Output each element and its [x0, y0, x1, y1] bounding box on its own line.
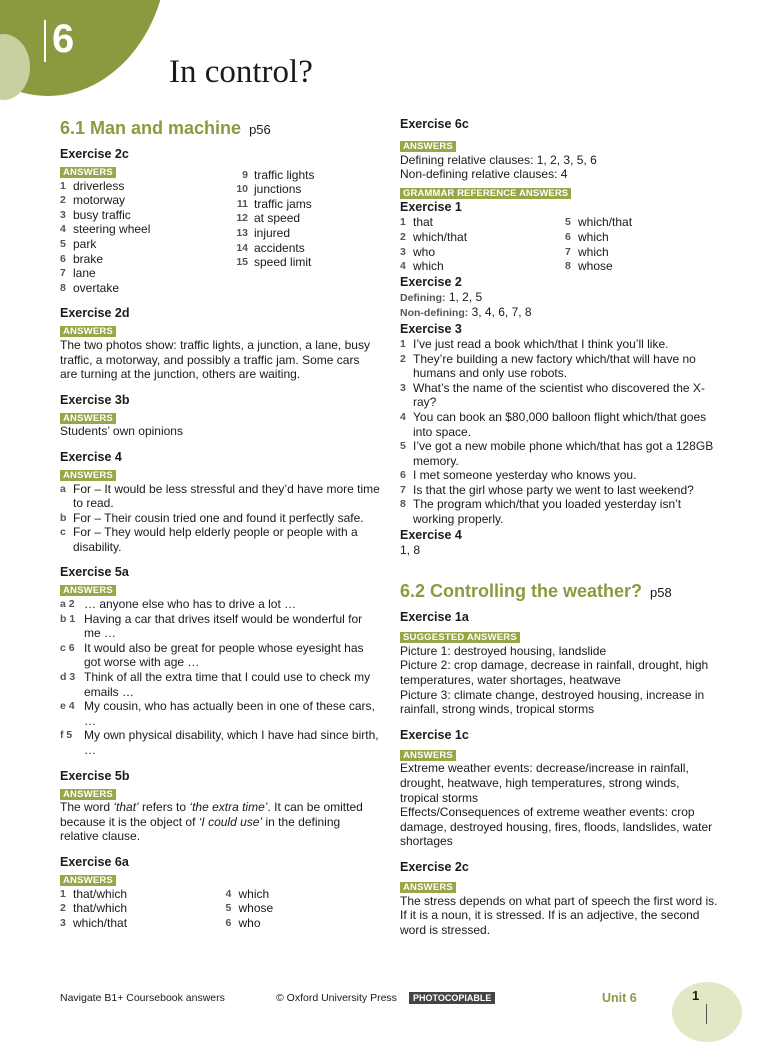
answer-text: The stress depends on what part of speech the first word is. If it is a noun, it is stressed. If is an adjective, the second word is stressed.	[400, 893, 718, 937]
list-item: b 1 Having a car that drives itself would be wonderful for me …	[60, 611, 363, 641]
left-column	[60, 116, 380, 930]
footer	[60, 990, 708, 1006]
list-item: 9 traffic lights	[242, 167, 315, 182]
right-column	[400, 116, 720, 937]
list-item: 3 who	[400, 244, 436, 259]
list-item: 12 at speed	[236, 211, 301, 226]
answer-text: Picture 2: crop damage, decrease in rainfall, drought, high temperatures, water shortages, heatwave	[400, 658, 709, 688]
exercise-title: Exercise 4	[60, 449, 122, 464]
exercise-title: Exercise 6a	[60, 854, 129, 869]
list-item: 2 They’re building a new factory which/that will have no humans and only use robots.	[400, 351, 696, 381]
exercise-title: Exercise 3	[400, 321, 462, 336]
list-item: 7 Is that the girl whose party we went to last weekend?	[400, 482, 694, 497]
list-item: 5 I’ve got a new mobile phone which/that has got a 128GB memory.	[400, 439, 714, 468]
exercise-title: Exercise 1a	[400, 610, 469, 625]
list-item: 8 overtake	[60, 280, 120, 295]
answer-text: The two photos show: traffic lights, a junction, a lane, busy traffic, a motorway, and possibly a traffic jam. Some cars are turning at the junction, others are waiting.	[60, 337, 370, 382]
list-item: a For – It would be less stressful and they’d have more time to read.	[60, 481, 380, 511]
section-heading	[60, 116, 380, 140]
answer-list	[400, 215, 720, 273]
answer-text: Non-defining: 3, 4, 6, 7, 8	[400, 305, 532, 320]
list-item: 4 You can book an $80,000 balloon flight which/that goes into space.	[400, 409, 707, 439]
exercise-title: Exercise 1c	[400, 727, 469, 742]
answer-text: Defining: 1, 2, 5	[400, 289, 483, 304]
list-item: 2 that/which	[60, 901, 128, 916]
answer-text: Effects/Consequences of extreme weather events: crop damage, destroyed housing, fires, floods, landslides, water shortages	[400, 805, 713, 849]
exercise-title: Exercise 5b	[60, 768, 130, 783]
list-item: 6 I met someone yesterday who knows you.	[400, 468, 637, 483]
answers-tag: ANSWERS	[400, 141, 456, 152]
answers-tag: ANSWERS	[400, 882, 456, 893]
list-item: 2 motorway	[60, 193, 126, 208]
answer-list	[60, 597, 380, 758]
list-item: 15 speed limit	[236, 255, 312, 270]
list-item: 6 who	[225, 915, 261, 930]
list-item: f 5 My own physical disability, which I have had since birth, …	[60, 728, 379, 757]
suggested-answers-tag: SUGGESTED ANSWERS	[400, 632, 520, 643]
answer-text: Non-defining relative clauses: 4	[400, 167, 568, 182]
exercise-title: Exercise 1	[400, 200, 462, 215]
exercise-title: Exercise 2c	[400, 859, 469, 874]
section-page-ref: p56	[249, 122, 271, 137]
list-item: 4 steering wheel	[60, 222, 151, 237]
list-item: 3 which/that	[60, 915, 128, 930]
answers-tag: ANSWERS	[60, 875, 116, 886]
list-item: c 6 It would also be great for people whose eyesight has got worse with age …	[60, 640, 364, 670]
page-title: In control?	[169, 54, 313, 90]
list-item: 5 which/that	[565, 215, 633, 230]
list-item: b For – Their cousin tried one and found it perfectly safe.	[60, 510, 364, 525]
list-item: 5 whose	[225, 901, 274, 916]
list-item: 6 which	[565, 229, 609, 244]
header-divider	[44, 20, 46, 62]
list-item: 13 injured	[236, 225, 291, 240]
answer-list	[400, 337, 720, 527]
answers-tag: ANSWERS	[60, 789, 116, 800]
exercise-title: Exercise 5a	[60, 565, 129, 580]
list-item: 1 that/which	[60, 886, 128, 901]
list-item: 2 which/that	[400, 229, 468, 244]
answer-text: Picture 3: climate change, destroyed housing, increase in rainfall, strong winds, tropical storms	[400, 687, 705, 717]
list-item: 1 driverless	[60, 178, 125, 193]
list-item: d 3 Think of all the extra time that I could use to check my emails …	[60, 670, 371, 699]
list-item: 7 lane	[60, 266, 96, 281]
list-item: 14 accidents	[236, 240, 305, 255]
footer-book-title: Navigate B1+ Coursebook answers	[60, 992, 225, 1004]
photocopiable-badge: PHOTOCOPIABLE	[409, 992, 495, 1004]
unit-number: 6	[52, 17, 75, 61]
answer-text: Picture 1: destroyed housing, landslide	[400, 643, 607, 658]
page-number: 1	[692, 988, 700, 1003]
exercise-title: Exercise 3b	[60, 392, 130, 407]
list-item: 6 brake	[60, 251, 104, 266]
answers-tag: ANSWERS	[60, 326, 116, 337]
list-item: 11 traffic jams	[236, 196, 312, 211]
list-item: c For – They would help elderly people or people with a disability.	[60, 525, 358, 554]
page-number-rule	[706, 1004, 707, 1024]
answer-text: Defining relative clauses: 1, 2, 3, 5, 6	[400, 152, 597, 167]
answers-tag: ANSWERS	[60, 470, 116, 481]
list-item: 4 which	[400, 259, 444, 274]
exercise-title: Exercise 6c	[400, 117, 469, 131]
list-item: e 4 My cousin, who has actually been in one of these cars, …	[60, 699, 375, 728]
section-title: 6.2 Controlling the weather?	[400, 581, 643, 602]
section-page-ref: p58	[650, 585, 672, 601]
answer-list	[60, 482, 380, 555]
answer-text: The word ‘that’ refers to ‘the extra time’. It can be omitted because it is the object of ‘I could use’ in the defining relative clause.	[60, 800, 363, 844]
answers-tag: ANSWERS	[60, 167, 116, 178]
section-title: 6.1 Man and machine	[60, 118, 242, 138]
answer-list	[60, 887, 380, 931]
list-item: 4 which	[225, 886, 270, 901]
list-item: 1 I’ve just read a book which/that I think you’ll like.	[400, 336, 669, 351]
list-item: a 2 … anyone else who has to drive a lot …	[60, 597, 297, 612]
list-item: 1 that	[400, 215, 434, 230]
section-heading	[400, 579, 720, 603]
list-item: 5 park	[60, 236, 97, 251]
list-item: 8 whose	[565, 259, 613, 274]
list-item: 10 junctions	[236, 182, 302, 197]
exercise-title: Exercise 4	[400, 527, 462, 542]
footer-unit: Unit 6	[602, 991, 637, 1005]
list-item: 7 which	[565, 244, 609, 259]
answers-tag: ANSWERS	[60, 413, 116, 424]
footer-copyright: © Oxford University Press	[276, 992, 397, 1004]
answers-tag: ANSWERS	[400, 750, 456, 761]
answers-tag: ANSWERS	[60, 585, 116, 596]
grammar-reference-tag: GRAMMAR REFERENCE ANSWERS	[400, 188, 571, 199]
exercise-title: Exercise 2d	[60, 306, 130, 321]
answer-text: Students’ own opinions	[60, 424, 183, 439]
exercise-title: Exercise 2c	[60, 147, 129, 161]
list-item: 8 The program which/that you loaded yesterday isn’t working properly.	[400, 497, 682, 527]
answer-text: 1, 8	[400, 542, 421, 557]
answer-text: Extreme weather events: decrease/increase in rainfall, drought, heatwave, high temperatures, strong winds, tropical storms	[400, 761, 689, 805]
list-item: 3 busy traffic	[60, 207, 131, 222]
exercise-title: Exercise 2	[400, 274, 462, 289]
list-item: 3 What’s the name of the scientist who discovered the X-ray?	[400, 380, 705, 410]
